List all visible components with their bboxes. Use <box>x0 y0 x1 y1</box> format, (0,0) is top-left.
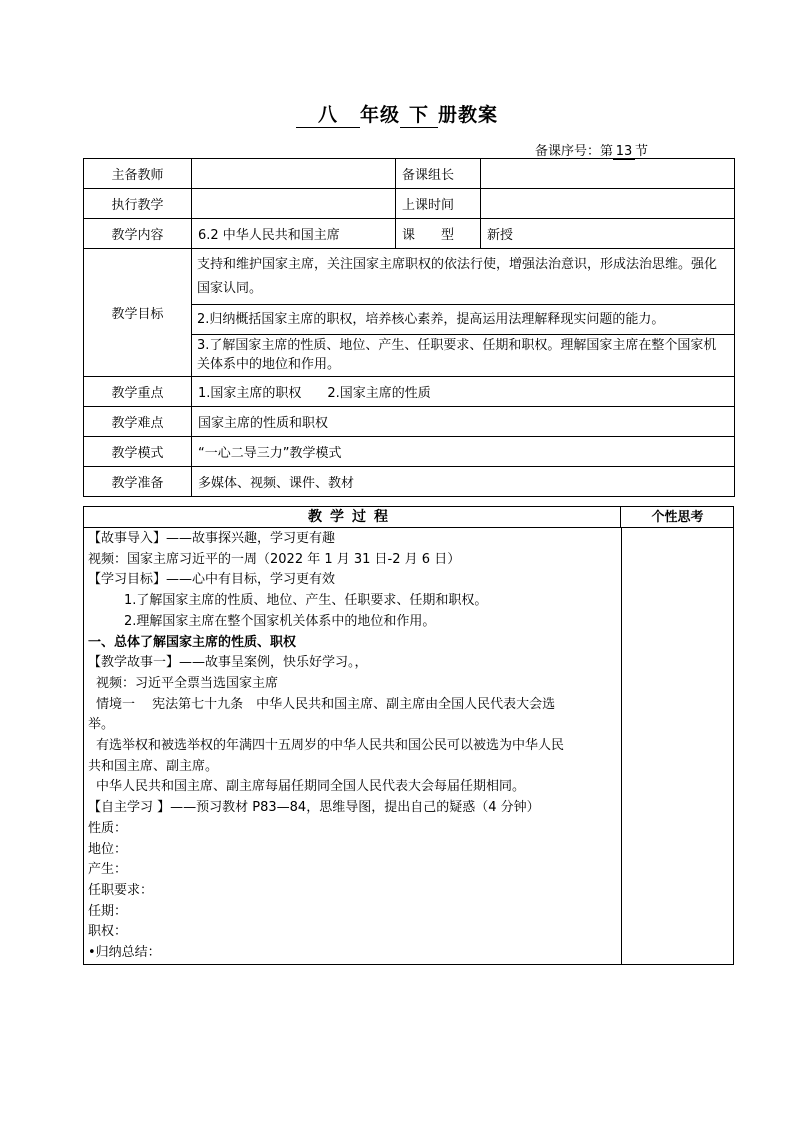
process-line: 1.了解国家主席的性质、地位、产生、任职要求、任期和职权。 <box>124 593 488 609</box>
info-row-content <box>84 219 735 249</box>
mode-label: 教学模式 <box>84 437 192 467</box>
prep-label: 教学准备 <box>84 467 192 497</box>
exec-teacher-label: 执行教学 <box>84 189 192 219</box>
class-time-label: 上课时间 <box>396 189 481 219</box>
difficulty-label: 教学难点 <box>84 407 192 437</box>
lesson-info-table <box>83 158 735 497</box>
personal-thinking-column <box>621 528 622 964</box>
lesson-number-prefix: 备课序号：第 <box>535 144 614 159</box>
process-line: 2.理解国家主席在整个国家机关体系中的地位和作用。 <box>124 613 436 629</box>
lesson-number-suffix: 节 <box>635 144 649 159</box>
key-label: 教学重点 <box>84 377 192 407</box>
lesson-number <box>535 140 648 160</box>
term-blank: 下 <box>400 103 438 128</box>
goal-item: 3.了解国家主席的性质、地位、产生、任职要求、任期和职权。理解国家主席在整个国家机关体系中的地位和作用。 <box>197 338 717 372</box>
page-title <box>0 103 794 128</box>
main-teacher-label: 主备教师 <box>84 159 192 189</box>
process-line: 任期： <box>88 903 128 919</box>
process-line: •归纳总结： <box>88 945 161 961</box>
info-row-teacher <box>84 159 735 189</box>
teaching-process-section <box>83 506 734 965</box>
process-line: 视频：国家主席习近平的一周（2022 年 1 月 31 日-2 月 6 日） <box>88 551 461 567</box>
content-value: 6.2 中华人民共和国主席 <box>192 219 396 249</box>
main-teacher-value <box>192 159 396 189</box>
section-heading: 一、总体了解国家主席的性质、职权 <box>88 634 297 650</box>
process-line: 举。 <box>88 717 115 733</box>
process-line: 【故事导入】——故事探兴趣，学习更有趣 <box>88 531 336 546</box>
process-line: 任职要求： <box>88 882 154 898</box>
process-line: 【学习目标】——心中有目标，学习更有效 <box>88 572 336 588</box>
lesson-number-value: 13 <box>613 144 635 160</box>
goals-label: 教学目标 <box>84 249 192 377</box>
exec-teacher-value <box>192 189 396 219</box>
content-label: 教学内容 <box>84 219 192 249</box>
process-line: 中华人民共和国主席、副主席每届任期同全国人民代表大会每届任期相同。 <box>96 779 526 795</box>
title-suffix: 册教案 <box>438 104 499 126</box>
process-line: 【自主学习 】——预习教材 P83—84，思维导图，提出自己的疑惑（4 分钟） <box>88 800 540 816</box>
type-label: 课 型 <box>396 219 481 249</box>
grade-blank: 八 <box>296 103 360 128</box>
group-leader-value <box>481 159 735 189</box>
info-row-difficulty <box>84 407 735 437</box>
process-line: 职权： <box>88 924 128 940</box>
process-line: 地位： <box>88 841 128 857</box>
process-line: 【教学故事一】——故事呈案例，快乐好学习。， <box>88 655 368 671</box>
goal-item: 2.归纳概括国家主席的职权，培养核心素养，提高运用法理解释现实问题的能力。 <box>192 305 734 335</box>
type-value: 新授 <box>481 219 735 249</box>
process-line: 情境一 宪法第七十九条 中华人民共和国主席、副主席由全国人民代表大会选 <box>96 696 556 712</box>
info-row-mode <box>84 437 735 467</box>
grade-suffix: 年级 <box>359 104 400 126</box>
info-row-goals <box>84 249 735 377</box>
difficulty-value: 国家主席的性质和职权 <box>192 407 735 437</box>
info-row-key <box>84 377 735 407</box>
process-line: 性质： <box>88 820 128 836</box>
process-line: 产生： <box>88 862 128 878</box>
class-time-value <box>481 189 735 219</box>
prep-value: 多媒体、视频、课件、教材 <box>192 467 735 497</box>
personal-thinking-header: 个性思考 <box>621 507 734 528</box>
key-value: 1.国家主席的职权 2.国家主席的性质 <box>192 377 735 407</box>
info-row-exec <box>84 189 735 219</box>
process-body <box>88 529 618 964</box>
process-header: 教学过程 <box>84 507 621 528</box>
goals-cell <box>192 249 735 377</box>
process-line: 视频：习近平全票当选国家主席 <box>96 675 279 691</box>
info-row-prep <box>84 467 735 497</box>
process-line: 共和国主席、副主席。 <box>88 758 219 774</box>
process-line: 有选举权和被选举权的年满四十五周岁的中华人民共和国公民可以被选为中华人民 <box>96 738 565 754</box>
group-leader-label: 备课组长 <box>396 159 481 189</box>
mode-value: “一心二导三力”教学模式 <box>192 437 735 467</box>
goal-item: 支持和维护国家主席，关注国家主席职权的依法行使，增强法治意识，形成法治思维。强化国家认同。 <box>192 249 734 305</box>
